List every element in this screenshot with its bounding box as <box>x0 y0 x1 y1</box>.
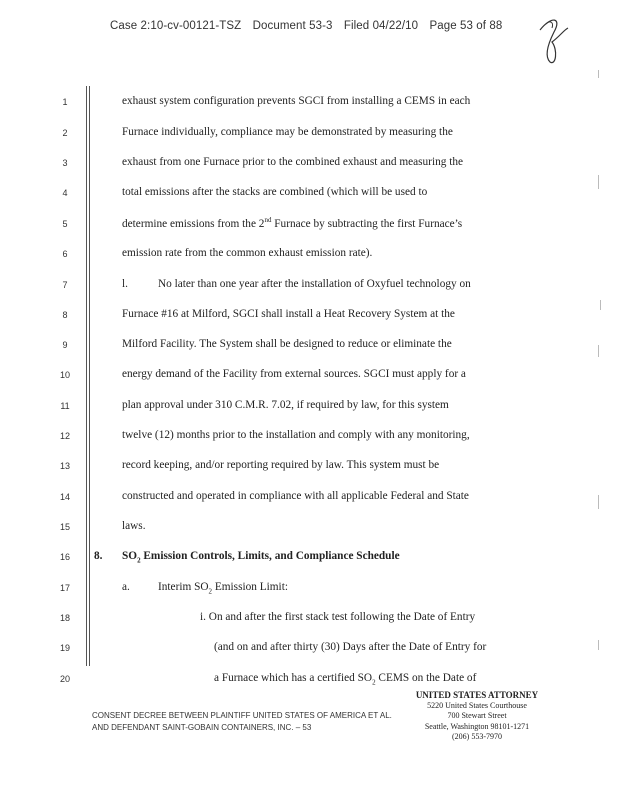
body-line: laws. <box>122 520 146 532</box>
body-text: determine emissions from the 2 <box>122 217 265 230</box>
phone-number: (206) 553-7970 <box>452 732 502 741</box>
body-line <box>122 216 462 230</box>
body-line: energy demand of the Facility from external sources. SGCI must apply for a <box>122 368 466 380</box>
body-line <box>122 278 471 290</box>
body-line: exhaust system configuration prevents SGCI from installing a CEMS in each <box>122 95 471 107</box>
body-text: Interim SO <box>158 581 209 593</box>
scan-mark <box>598 495 599 509</box>
body-text: Emission Limit: <box>212 581 288 593</box>
subscript: 2 <box>372 678 376 687</box>
section-heading <box>122 550 400 564</box>
filed-date: Filed 04/22/10 <box>343 20 419 32</box>
subscript: 2 <box>208 587 213 596</box>
attorney-address-block <box>402 690 552 743</box>
item-label: l. <box>122 278 128 290</box>
heading-text: Emission Controls, Limits, and Compliance Schedule <box>140 550 400 562</box>
section-number: 8. <box>94 550 103 562</box>
item-label: a. <box>122 581 130 593</box>
body-line: twelve (12) months prior to the installation and comply with any monitoring, <box>122 429 470 441</box>
body-line <box>214 672 476 686</box>
scan-mark <box>598 70 599 78</box>
body-line: total emissions after the stacks are combined (which will be used to <box>122 186 428 198</box>
footer-caption-line: CONSENT DECREE BETWEEN PLAINTIFF UNITED STATES OF AMERICA ET AL. <box>92 711 392 720</box>
line-number: 2 <box>62 128 68 138</box>
address-line: 5220 United States Courthouse <box>427 700 527 710</box>
line-number: 4 <box>62 188 68 198</box>
margin-rule-left <box>86 86 87 666</box>
line-number: 9 <box>62 340 68 350</box>
page-indicator: Page 53 of 88 <box>429 20 503 32</box>
line-number: 6 <box>62 249 68 259</box>
line-number: 1 <box>62 97 68 107</box>
document-number: Document 53-3 <box>252 20 333 32</box>
scan-mark <box>598 345 599 357</box>
line-number: 14 <box>59 492 70 502</box>
body-line: plan approval under 310 C.M.R. 7.02, if required by law, for this system <box>122 399 449 411</box>
line-number: 12 <box>59 431 70 441</box>
body-line: Furnace individually, compliance may be demonstrated by measuring the <box>122 126 453 138</box>
address-line: 700 Stewart Street <box>447 711 507 720</box>
line-number: 8 <box>62 310 68 320</box>
line-number: 18 <box>59 613 70 623</box>
body-text: a Furnace which has a certified SO <box>214 672 373 684</box>
margin-rule-left-inner <box>89 86 90 666</box>
line-number: 20 <box>59 674 70 684</box>
line-number: 15 <box>59 522 70 532</box>
line-number: 19 <box>59 643 70 653</box>
line-number: 11 <box>60 401 70 411</box>
line-number: 5 <box>62 219 68 229</box>
body-text: No later than one year after the installation of Oxyfuel technology on <box>158 278 471 290</box>
footer-caption <box>92 710 392 734</box>
case-number: Case 2:10-cv-00121-TSZ <box>110 20 242 32</box>
line-number: 17 <box>59 583 70 593</box>
initials-signature <box>532 10 572 66</box>
line-number: 10 <box>59 370 70 380</box>
line-number: 3 <box>62 158 68 168</box>
subsection-line <box>122 581 288 595</box>
line-number: 13 <box>59 461 70 471</box>
scan-mark <box>600 300 601 310</box>
body-line: record keeping, and/or reporting required by law. This system must be <box>122 459 440 471</box>
body-line: Furnace #16 at Milford, SGCI shall install a Heat Recovery System at the <box>122 308 455 320</box>
line-number: 7 <box>62 280 68 290</box>
scan-mark <box>598 640 599 650</box>
body-text: Furnace by subtracting the first Furnace’s <box>271 217 463 230</box>
heading-text: SO <box>122 550 138 562</box>
scan-mark <box>598 175 599 189</box>
subscript: 2 <box>137 556 141 565</box>
body-line: constructed and operated in compliance with all applicable Federal and State <box>122 490 469 502</box>
address-line: Seattle, Washington 98101-1271 <box>424 721 530 731</box>
ordinal-suffix: nd <box>264 216 272 224</box>
office-title: UNITED STATES ATTORNEY <box>415 690 539 700</box>
body-line: i. On and after the first stack test following the Date of Entry <box>200 611 476 623</box>
case-header <box>110 20 510 32</box>
body-line: emission rate from the common exhaust emission rate). <box>122 247 373 259</box>
body-text: CEMS on the Date of <box>375 672 477 684</box>
line-number: 16 <box>59 552 70 562</box>
body-line: (and on and after thirty (30) Days after the Date of Entry for <box>214 641 487 653</box>
footer-caption-line: AND DEFENDANT SAINT-GOBAIN CONTAINERS, INC. – 53 <box>92 723 312 732</box>
body-line: Milford Facility. The System shall be designed to reduce or eliminate the <box>122 338 452 350</box>
body-line: exhaust from one Furnace prior to the combined exhaust and measuring the <box>122 156 464 168</box>
